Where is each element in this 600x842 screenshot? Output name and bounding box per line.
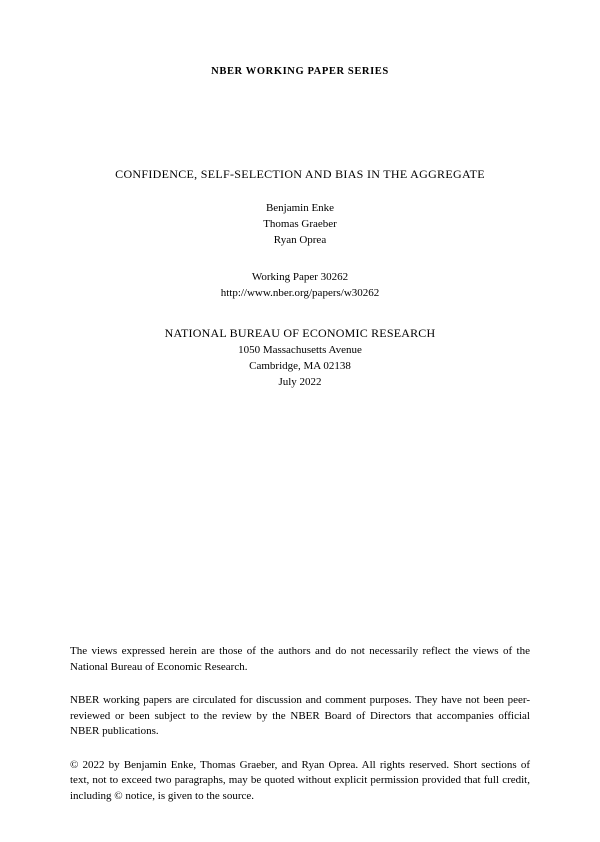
author-name: Thomas Graeber <box>263 218 337 230</box>
author-name: Ryan Oprea <box>273 234 327 246</box>
institution-address-city: Cambridge, MA 02138 <box>249 360 351 372</box>
publication-date: July 2022 <box>278 376 322 388</box>
working-paper-number: Working Paper 30262 <box>251 271 349 283</box>
working-paper-info <box>70 269 530 301</box>
institution-address-street: 1050 Massachusetts Avenue <box>238 344 362 356</box>
title-page <box>0 66 600 842</box>
page-title: CONFIDENCE, SELF-SELECTION AND BIAS IN THE AGGREGATE <box>115 167 485 181</box>
working-paper-url[interactable]: http://www.nber.org/papers/w30262 <box>220 287 380 299</box>
disclaimer-working-papers: NBER working papers are circulated for discussion and comment purposes. They have not been peer-reviewed or been subject to the review by the NBER Board of Directors that accompanies official NBER publications. <box>70 694 530 737</box>
author-name: Benjamin Enke <box>265 202 335 214</box>
copyright-notice: © 2022 by Benjamin Enke, Thomas Graeber, and Ryan Oprea. All rights reserved. Short sections of text, not to exceed two paragraphs, may be quoted without explicit permission provided that full credit, including © notice, is given to the source. <box>70 758 530 802</box>
institution-name: NATIONAL BUREAU OF ECONOMIC RESEARCH <box>164 326 436 340</box>
series-title: NBER WORKING PAPER SERIES <box>211 66 389 77</box>
author-list <box>70 200 530 248</box>
footnotes <box>70 644 530 804</box>
disclaimer-views: The views expressed herein are those of the authors and do not necessarily reflect the views of the National Bureau of Economic Research. <box>70 645 530 673</box>
institution-block <box>70 325 530 390</box>
